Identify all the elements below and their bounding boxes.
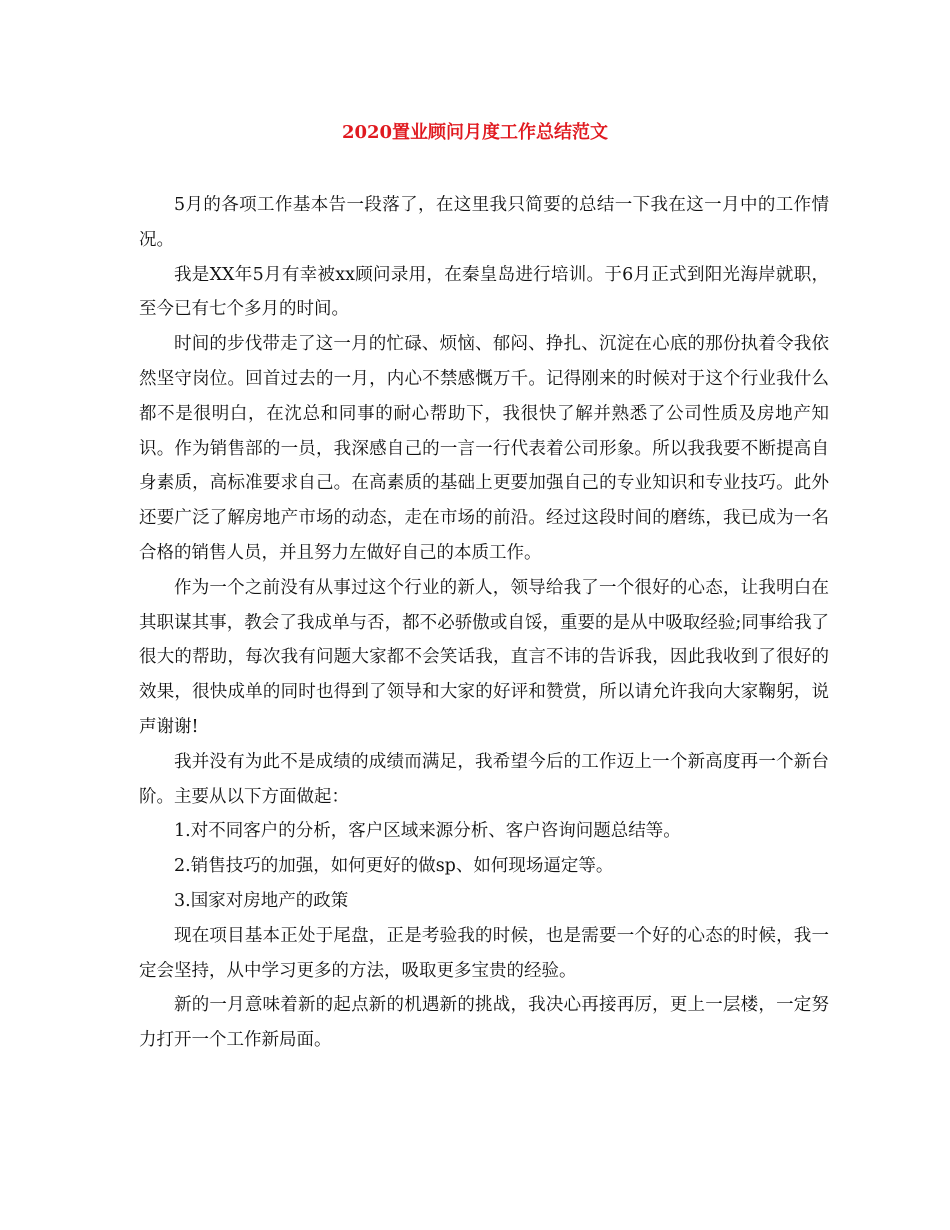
paragraph-background: 我是XX年5月有幸被xx顾问录用，在秦皇岛进行培训。于6月正式到阳光海岸就职，至今已有七个多月的时间。 — [139, 264, 829, 320]
paragraph-current: 现在项目基本正处于尾盘，正是考验我的时候，也是需要一个好的心态的时候，我一定会坚持，从中学习更多的方法，吸取更多宝贵的经验。 — [139, 925, 829, 981]
paragraph-gratitude: 作为一个之前没有从事过这个行业的新人，领导给我了一个很好的心态，让我明白在其职谋其事，教会了我成单与否，都不必骄傲或自馁，重要的是从中吸取经验;同事给我了很大的帮助，每次我有问题大家都不会笑话我，直言不讳的告诉我，因此我收到了很好的效果，很快成单的同时也得到了领导和大家的好评和赞赏，所以请允许我向大家鞠躬，说声谢谢! — [139, 577, 829, 737]
list-item-2: 2.销售技巧的加强，如何更好的做sp、如何现场逼定等。 — [174, 856, 614, 877]
document-title: 2020置业顾问月度工作总结范文 — [341, 122, 609, 143]
paragraph-intro: 5月的各项工作基本告一段落了，在这里我只简要的总结一下我在这一月中的工作情况。 — [139, 195, 829, 250]
list-item-1: 1.对不同客户的分析，客户区域来源分析、客户咨询问题总结等。 — [174, 821, 681, 842]
list-item-3: 3.国家对房地产的政策 — [174, 890, 349, 911]
document-body — [139, 188, 829, 1058]
paragraph-closing: 新的一月意味着新的起点新的机遇新的挑战，我决心再接再厉，更上一层楼，一定努力打开一个工作新局面。 — [139, 995, 829, 1051]
paragraph-reflection: 时间的步伐带走了这一月的忙碌、烦恼、郁闷、挣扎、沉淀在心底的那份执着令我依然坚守岗位。回首过去的一月，内心不禁感慨万千。记得刚来的时候对于这个行业我什么都不是很明白，在沈总和同事的耐心帮助下，我很快了解并熟悉了公司性质及房地产知识。作为销售部的一员，我深感自己的一言一行代表着公司形象。所以我我要不断提高自身素质，高标准要求自己。在高素质的基础上更要加强自己的专业知识和专业技巧。此外还要广泛了解房地产市场的动态，走在市场的前沿。经过这段时间的磨练，我已成为一名合格的销售人员，并且努力左做好自己的本质工作。 — [139, 334, 829, 563]
paragraph-plan-intro: 我并没有为此不是成绩的成绩而满足，我希望今后的工作迈上一个新高度再一个新台阶。主要从以下方面做起： — [139, 751, 829, 807]
